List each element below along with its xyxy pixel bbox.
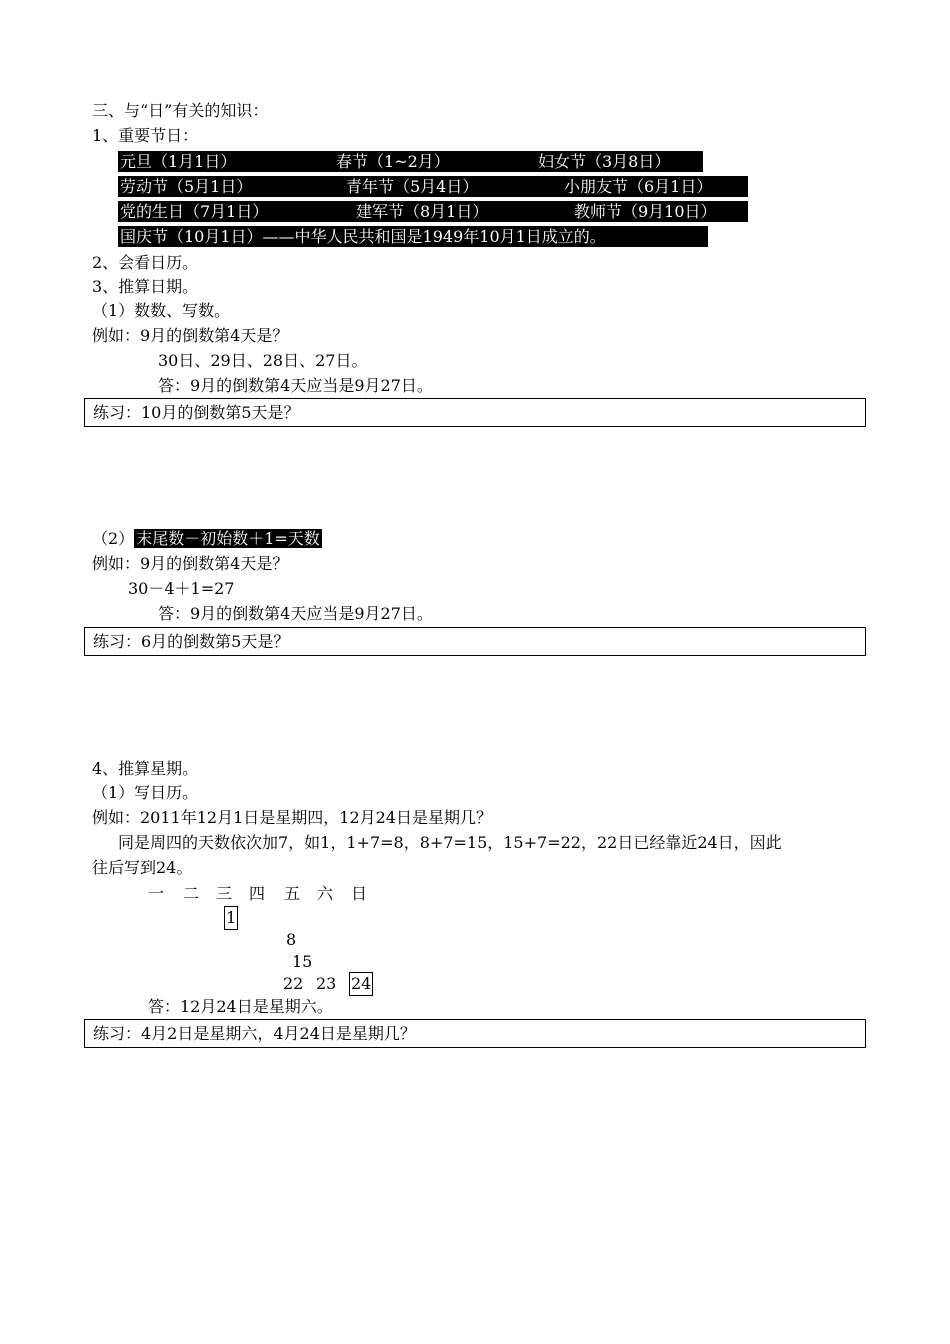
weekday-thu: 四: [249, 884, 266, 903]
calendar-day-15: 15: [292, 952, 313, 971]
example1-question: 例如：9月的倒数第4天是？: [92, 326, 289, 345]
practice1-text: 练习：10月的倒数第5天是？: [93, 403, 300, 422]
practice-box-1: [84, 398, 866, 427]
item-date-calc: 3、推算日期。: [92, 277, 199, 296]
example3-explain-2: 往后写到24。: [92, 858, 193, 877]
holiday-row-4: [118, 226, 708, 247]
practice-box-3: [84, 1019, 866, 1048]
sub2-prefix: （2）: [92, 529, 135, 548]
practice2-text: 练习：6月的倒数第5天是？: [93, 632, 290, 651]
holiday-womens-day: 妇女节（3月8日）: [538, 152, 671, 171]
example1-answer: 答：9月的倒数第4天应当是9月27日。: [158, 376, 433, 395]
calendar-day-22: 22: [283, 974, 304, 993]
calendar-day-23: 23: [316, 974, 337, 993]
holiday-spring-festival: 春节（1~2月）: [336, 152, 450, 171]
sub-counting: （1）数数、写数。: [92, 301, 231, 320]
example3-question: 例如：2011年12月1日是星期四，12月24日是星期几？: [92, 808, 492, 827]
weekday-fri: 五: [284, 884, 301, 903]
holiday-teachers-day: 教师节（9月10日）: [574, 202, 717, 221]
formula-highlight: 末尾数－初始数＋1=天数: [136, 529, 320, 548]
holiday-row-1: [118, 151, 703, 172]
example2-question: 例如：9月的倒数第4天是？: [92, 554, 289, 573]
weekday-mon: 一: [148, 884, 165, 903]
item-weekday-calc: 4、推算星期。: [92, 759, 199, 778]
example2-calc: 30－4＋1=27: [128, 579, 235, 598]
sub-formula: [92, 528, 322, 550]
item-calendar: 2、会看日历。: [92, 253, 199, 272]
holiday-row-2: [118, 176, 748, 197]
practice3-text: 练习：4月2日是星期六，4月24日是星期几？: [93, 1024, 416, 1043]
example1-counting: 30日、29日、28日、27日。: [158, 351, 368, 370]
calendar-day-24: 24: [349, 972, 373, 996]
example3-explain-1: 同是周四的天数依次加7，如1，1+7=8，8+7=15，15+7=22，22日已经靠近24日，因此: [118, 833, 782, 852]
holiday-army-day: 建军节（8月1日）: [356, 202, 489, 221]
holiday-national-day: 国庆节（10月1日）——中华人民共和国是1949年10月1日成立的。: [120, 227, 606, 246]
sub-write-calendar: （1）写日历。: [92, 783, 199, 802]
holidays-heading: 1、重要节日：: [92, 126, 199, 145]
weekday-tue: 二: [183, 884, 200, 903]
holiday-childrens-day: 小朋友节（6月1日）: [564, 177, 713, 196]
weekday-wed: 三: [216, 884, 233, 903]
weekday-sun: 日: [351, 884, 368, 903]
example3-answer: 答：12月24日是星期六。: [148, 997, 333, 1016]
holiday-row-3: [118, 201, 748, 222]
calendar-day-8: 8: [286, 930, 297, 949]
holiday-youth-day: 青年节（5月4日）: [346, 177, 479, 196]
calendar-day-1: 1: [224, 906, 238, 930]
holiday-newyear: 元旦（1月1日）: [120, 152, 237, 171]
holiday-labor-day: 劳动节（5月1日）: [120, 177, 253, 196]
weekday-sat: 六: [317, 884, 334, 903]
holiday-party-birthday: 党的生日（7月1日）: [120, 202, 269, 221]
section-title: 三、与“日”有关的知识：: [92, 101, 269, 120]
example2-answer: 答：9月的倒数第4天应当是9月27日。: [158, 604, 433, 623]
practice-box-2: [84, 627, 866, 656]
